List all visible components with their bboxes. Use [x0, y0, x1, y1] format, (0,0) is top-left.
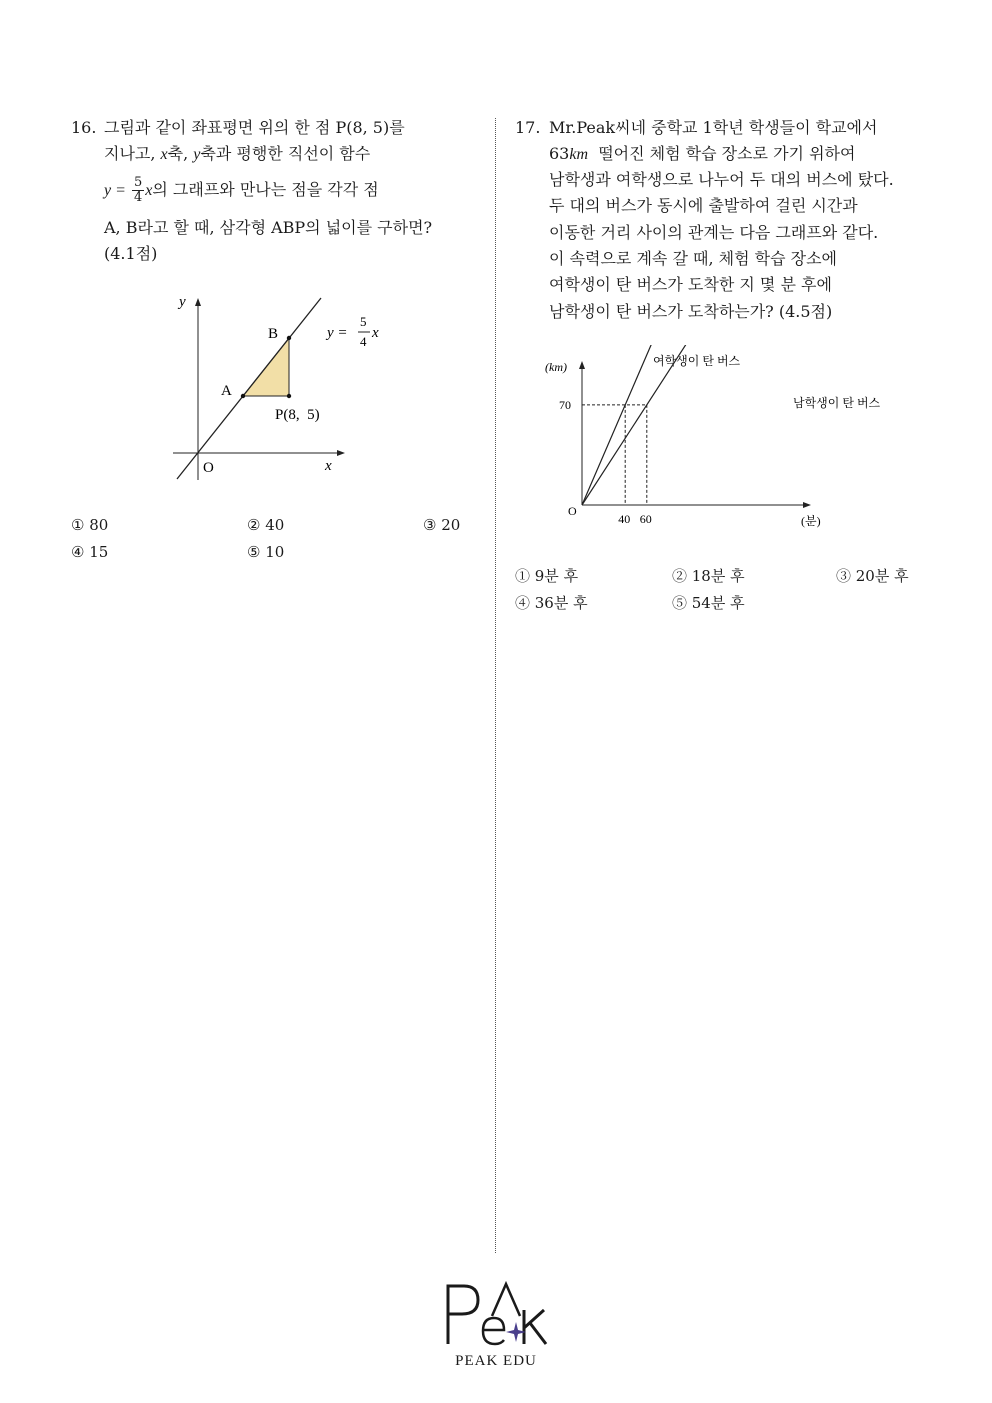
q16-line1: 그림과 같이 좌표평면 위의 한 점 P(8, 5)를: [104, 118, 405, 137]
q16-line2-post: 축과 평행한 직선이 함수: [200, 144, 371, 163]
q16-eq-label-lhs: y =: [327, 325, 348, 341]
q16-points: (4.1점): [104, 244, 158, 263]
q16-choice-1[interactable]: ① 80: [71, 516, 109, 534]
q16-point-b-label: B: [268, 326, 279, 342]
q16-choice-5[interactable]: ⑤ 10: [247, 543, 285, 561]
q16-x-axis-label: x: [325, 458, 332, 474]
q16-eq-lhs: y =: [104, 182, 126, 199]
q17-choice-1[interactable]: ① 9분 후: [515, 567, 579, 585]
q16-choice-4[interactable]: ④ 15: [71, 543, 109, 561]
q17-line8: 남학생이 탄 버스가 도착하는가? (4.5점): [549, 302, 833, 321]
q16-point-p-label: P(8, 5): [275, 407, 320, 423]
q17-choice-3[interactable]: ③ 20분 후: [836, 567, 909, 585]
q16-line-graph: [177, 298, 321, 479]
x-tick-label: 40: [618, 512, 631, 526]
y-axis-label: (km): [545, 360, 567, 374]
q17-distance-unit: km: [569, 146, 589, 163]
series-label: 여학생이 탄 버스: [653, 354, 741, 368]
x-tick-label: 60: [639, 512, 652, 526]
q16-y-var: y: [193, 146, 201, 163]
q17-distance-value: 63: [549, 144, 570, 163]
series-line: [582, 345, 726, 505]
q17-choice-4[interactable]: ④ 36분 후: [515, 594, 588, 612]
series-line: [582, 345, 695, 505]
y-tick-label: 70: [559, 397, 571, 412]
q16-line4: A, B라고 할 때, 삼각형 ABP의 넓이를 구하면?: [104, 218, 433, 237]
q16-origin-label: O: [203, 460, 214, 476]
q16-eq-label-den: 4: [360, 334, 367, 349]
peak-logo-mark: [440, 1280, 552, 1350]
q16-line3-post: 의 그래프와 만나는 점을 각각 점: [152, 180, 379, 199]
column-divider: [495, 118, 496, 1253]
q16-line2-mid: 축,: [167, 144, 194, 163]
q16-fraction: [132, 176, 144, 205]
q17-line3: 남학생과 여학생으로 나누어 두 대의 버스에 탔다.: [549, 170, 894, 189]
q16-eq-label-var: x: [372, 325, 379, 341]
q16-frac-den: 4: [134, 190, 143, 205]
q16-choice-2[interactable]: ② 40: [247, 516, 285, 534]
q17-line2-text: 떨어진 체험 학습 장소로 가기 위하여: [598, 144, 856, 163]
q16-line3: [104, 172, 379, 209]
q16-eq-label-num: 5: [360, 314, 367, 329]
q17-line1: Mr.Peak씨네 중학교 1학년 학생들이 학교에서: [549, 118, 878, 137]
y-axis-arrow: [579, 361, 585, 369]
q17-line2: [549, 141, 855, 168]
series-label: 남학생이 탄 버스: [793, 396, 881, 410]
q17-choice-2[interactable]: ② 18분 후: [672, 567, 745, 585]
q16-choice-3[interactable]: ③ 20: [423, 516, 461, 534]
q16-x-var: x: [160, 146, 168, 163]
q17-choice-5[interactable]: ⑤ 54분 후: [672, 594, 745, 612]
q16-y-axis-label: y: [179, 294, 186, 310]
peak-logo-text: PEAK EDU: [455, 1353, 537, 1369]
q17-number: 17.: [515, 118, 541, 137]
q17-line4: 두 대의 버스가 동시에 출발하여 걸린 시간과: [549, 196, 858, 215]
q16-line2: [104, 141, 370, 168]
q16-point-a-label: A: [221, 383, 232, 399]
q17-chart: [535, 345, 915, 535]
q17-line6: 이 속력으로 계속 갈 때, 체험 학습 장소에: [549, 249, 837, 268]
origin-label: O: [568, 504, 577, 518]
q17-line5: 이동한 거리 사이의 관계는 다음 그래프와 같다.: [549, 223, 879, 242]
q16-frac-num: 5: [134, 175, 143, 190]
q17-line7: 여학생이 탄 버스가 도착한 지 몇 분 후에: [549, 275, 832, 294]
q16-line2-pre: 지나고,: [104, 144, 161, 163]
x-axis-label: (분): [801, 514, 821, 528]
q16-number: 16.: [71, 118, 97, 137]
q16-eq-var: x: [145, 182, 153, 199]
q16-figure: [165, 290, 405, 490]
x-axis-arrow: [803, 502, 811, 508]
